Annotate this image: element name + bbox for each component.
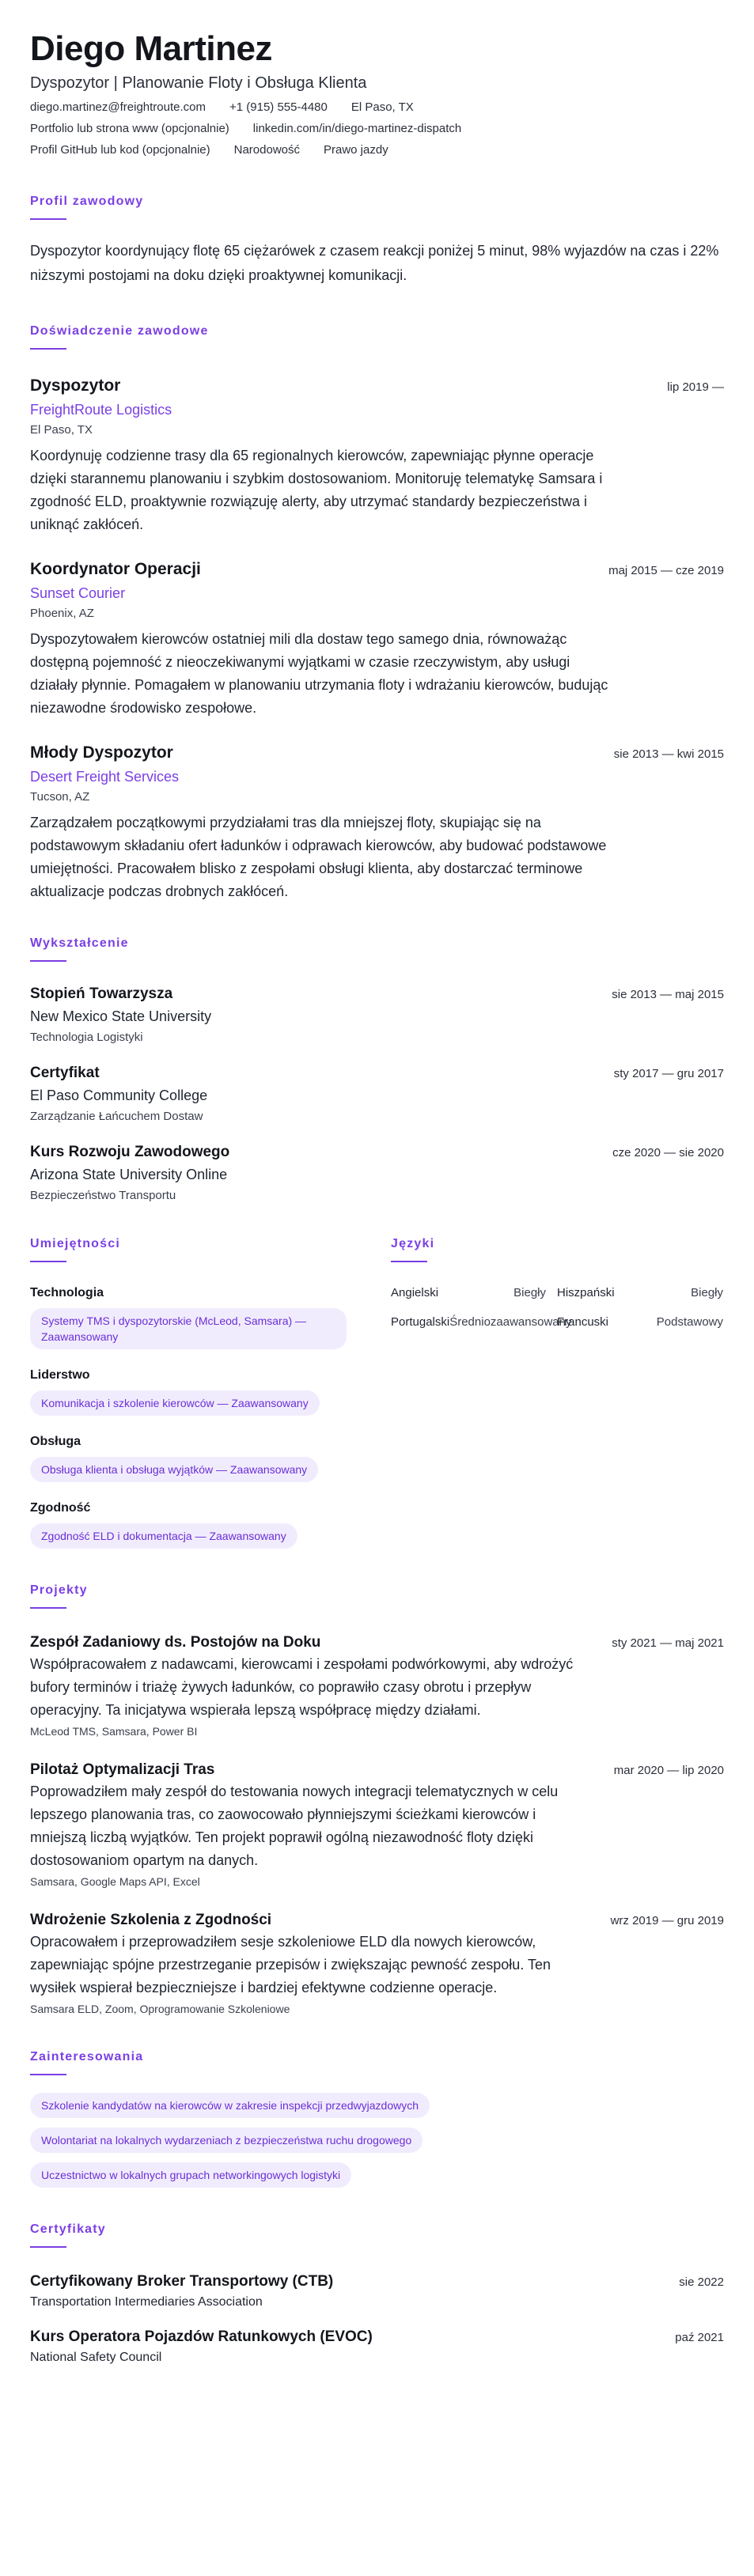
education-field: Technologia Logistyki [30, 1031, 143, 1044]
project-date: mar 2020 — lip 2020 [613, 1764, 724, 1777]
project-description: Opracowałem i przeprowadziłem sesje szkoleniowe ELD dla nowych kierowców, zapewniając spójne przestrzeganie przepisów i zwiększając pewność zespołu. Ten wysiłek wspierał bezpieczniejsze i bardziej efektywne codzienne operacje. [30, 1934, 551, 1995]
certificate-date: sie 2022 [679, 2275, 724, 2289]
language-item [391, 1315, 572, 1329]
project-technologies: Samsara, Google Maps API, Excel [30, 1875, 200, 1888]
education-degree: Stopień Towarzysza [30, 985, 173, 1002]
experience-section [30, 324, 724, 903]
skill-category: Technologia [30, 1286, 104, 1299]
language-level: Biegły [691, 1286, 723, 1299]
education-field: Zarządzanie Łańcuchem Dostaw [30, 1110, 203, 1123]
job-title: Koordynator Operacji [30, 560, 201, 578]
education-entry [30, 1065, 724, 1123]
contact-row-2 [30, 122, 724, 135]
job-date: lip 2019 — [667, 380, 724, 394]
interest-pill: Szkolenie kandydatów na kierowców w zakresie inspekcji przedwyjazdowych [30, 2093, 430, 2118]
job-company: Desert Freight Services [30, 769, 180, 785]
section-title-skills: Umiejętności [30, 1237, 120, 1250]
project-technologies: Samsara ELD, Zoom, Oprogramowanie Szkoleniowe [30, 2003, 290, 2015]
education-entry [30, 985, 724, 1044]
projects-section [30, 1583, 724, 2015]
resume-header [30, 28, 724, 157]
project-title: Pilotaż Optymalizacji Tras [30, 1761, 215, 1778]
project-entry [30, 1761, 724, 1888]
skills-languages-row [30, 1202, 724, 1549]
section-title-education: Wykształcenie [30, 936, 129, 950]
skill-category: Zgodność [30, 1501, 91, 1515]
language-level: Podstawowy [656, 1315, 723, 1329]
certificate-date: paź 2021 [675, 2331, 724, 2344]
section-divider [30, 1261, 66, 1262]
linkedin-link[interactable]: linkedin.com/in/diego-martinez-dispatch [252, 122, 462, 135]
section-divider [30, 960, 66, 962]
section-divider [30, 1607, 66, 1609]
language-list [391, 1286, 724, 1329]
job-entry [30, 376, 724, 536]
skill-pill: Zgodność ELD i dokumentacja — Zaawansowany [30, 1523, 297, 1549]
phone-number[interactable]: +1 (915) 555-4480 [229, 100, 328, 114]
skills-section [30, 1202, 359, 1549]
education-date: sie 2013 — maj 2015 [612, 988, 724, 1001]
certificate-entry [30, 2328, 724, 2365]
job-description: Zarządzałem początkowymi przydziałami tras dla mniejszej floty, skupiając się na podstawowym składaniu ofert ładunków i odprawach kierowców, aby budować podstawowe umiejętności. Pracowałem blisko z zespołami obsługi klienta, aby dostarczać terminowe aktualizacje podczas drobnych zakłóceń. [30, 815, 607, 899]
language-name: Portugalski [391, 1315, 450, 1329]
language-level: Biegły [513, 1286, 546, 1299]
job-company: Sunset Courier [30, 585, 126, 601]
language-name: Angielski [391, 1286, 439, 1299]
education-school: Arizona State University Online [30, 1167, 228, 1182]
education-entry [30, 1144, 724, 1202]
portfolio-link[interactable]: Portfolio lub strona www (opcjonalnie) [30, 122, 229, 135]
project-title: Wdrożenie Szkolenia z Zgodności [30, 1912, 272, 1928]
project-entry [30, 1634, 724, 1738]
job-list [30, 376, 724, 903]
section-divider [391, 1261, 427, 1262]
certificate-issuer: Transportation Intermediaries Association [30, 2295, 263, 2309]
job-location: Phoenix, AZ [30, 607, 94, 620]
education-list [30, 985, 724, 1202]
section-title-languages: Języki [391, 1237, 435, 1250]
certificate-title: Kurs Operatora Pojazdów Ratunkowych (EVOC) [30, 2328, 373, 2345]
candidate-headline: Dyspozytor | Planowanie Floty i Obsługa Klienta [30, 74, 367, 92]
job-entry [30, 743, 724, 903]
job-date: maj 2015 — cze 2019 [608, 564, 724, 577]
profile-section [30, 195, 724, 288]
location-text: El Paso, TX [350, 100, 414, 114]
skill-category: Obsługa [30, 1435, 81, 1448]
candidate-name: Diego Martinez [30, 29, 272, 68]
language-item [391, 1286, 557, 1299]
language-name: Francuski [557, 1315, 609, 1329]
section-divider [30, 218, 66, 220]
section-divider [30, 2074, 66, 2075]
job-location: Tucson, AZ [30, 790, 90, 804]
section-title-interests: Zainteresowania [30, 2050, 144, 2063]
section-title-profile: Profil zawodowy [30, 195, 144, 208]
certificate-title: Certyfikowany Broker Transportowy (CTB) [30, 2273, 334, 2290]
nationality-text: Narodowość [233, 143, 300, 157]
job-entry [30, 560, 724, 720]
contact-row-3 [30, 143, 724, 157]
languages-section [391, 1202, 724, 1549]
project-description: Współpracowałem z nadawcami, kierowcami i zespołami podwórkowymi, aby wdrożyć bufory terminów i triażę żywych ładunków, co poprawiło czasy obrotu i przepływ operacyjny. Ta inicjatywa wspierała lepszą współpracę między działami. [30, 1656, 574, 1718]
language-name: Hiszpański [557, 1286, 615, 1299]
education-school: El Paso Community College [30, 1088, 208, 1103]
interests-section [30, 2050, 724, 2188]
github-link[interactable]: Profil GitHub lub kod (opcjonalnie) [30, 143, 210, 157]
project-entry [30, 1912, 724, 2015]
certificates-section [30, 2222, 724, 2365]
job-location: El Paso, TX [30, 423, 93, 437]
job-description: Dyspozytowałem kierowców ostatniej mili dla dostaw tego samego dnia, równoważąc dostępną pojemność z nieoczekiwanymi wyjątkami w czasie rzeczywistym, aby usługi działały płynnie. Pomagałem w planowaniu utrzymania floty i wdrażaniu kierowców, budując niezawodne środowisko zespołowe. [30, 631, 608, 716]
education-school: New Mexico State University [30, 1008, 212, 1024]
project-date: wrz 2019 — gru 2019 [610, 1914, 724, 1927]
interest-pill: Wolontariat na lokalnych wydarzeniach z bezpieczeństwa ruchu drogowego [30, 2128, 422, 2153]
education-degree: Certyfikat [30, 1065, 100, 1081]
project-list [30, 1634, 724, 2015]
skill-pill: Komunikacja i szkolenie kierowców — Zaawansowany [30, 1390, 320, 1416]
education-date: sty 2017 — gru 2017 [613, 1067, 724, 1080]
skill-pill: Systemy TMS i dyspozytorskie (McLeod, Samsara) — Zaawansowany [30, 1308, 347, 1349]
skill-category: Liderstwo [30, 1368, 90, 1382]
project-title: Zespół Zadaniowy ds. Postojów na Doku [30, 1634, 321, 1651]
language-level: Średniozaawansowany [449, 1315, 572, 1329]
language-item [557, 1286, 723, 1299]
certificate-list [30, 2273, 724, 2365]
section-title-experience: Doświadczenie zawodowe [30, 324, 209, 338]
interest-pill: Uczestnictwo w lokalnych grupach networkingowych logistyki [30, 2162, 351, 2188]
section-title-projects: Projekty [30, 1583, 88, 1597]
section-divider [30, 2246, 66, 2248]
section-title-certificates: Certyfikaty [30, 2222, 106, 2236]
project-date: sty 2021 — maj 2021 [612, 1636, 724, 1650]
job-description: Koordynuję codzienne trasy dla 65 regionalnych kierowców, zapewniając płynne operacje dzięki starannemu planowaniu i szybkim dostosowaniom. Monitoruję telematykę Samsara i zgodność ELD, proaktywnie rozwiązuję alerty, aby utrzymać standardy bezpieczeństwa i uniknąć zakłóceń. [30, 448, 603, 532]
job-date: sie 2013 — kwi 2015 [613, 747, 724, 761]
language-item [557, 1315, 723, 1329]
education-section [30, 936, 724, 1202]
profile-summary: Dyspozytor koordynujący flotę 65 ciężarówek z czasem reakcji poniżej 5 minut, 98% wyjazdów na czas i 22% niższymi postojami na doku dzięki proaktywnej komunikacji. [30, 243, 719, 283]
certificate-issuer: National Safety Council [30, 2351, 162, 2364]
project-technologies: McLeod TMS, Samsara, Power BI [30, 1725, 198, 1738]
education-degree: Kurs Rozwoju Zawodowego [30, 1144, 230, 1160]
project-description: Poprowadziłem mały zespół do testowania nowych integracji telematycznych w celu lepszego planowania tras, co zaowocowało płynniejszymi ścieżkami kierowców i mniejszą liczbą wyjątków. Ten projekt poprawił ogólną niezawodność floty dzięki dostosowaniom opartym na danych. [30, 1784, 559, 1868]
skill-pill: Obsługa klienta i obsługa wyjątków — Zaawansowany [30, 1457, 318, 1482]
interest-list [30, 2093, 724, 2188]
education-field: Bezpieczeństwo Transportu [30, 1189, 176, 1202]
job-title: Młody Dyspozytor [30, 743, 173, 762]
section-divider [30, 348, 66, 350]
certificate-entry [30, 2273, 724, 2309]
job-title: Dyspozytor [30, 376, 121, 395]
education-date: cze 2020 — sie 2020 [612, 1146, 724, 1159]
email-link[interactable]: diego.martinez@freightroute.com [30, 100, 206, 114]
job-company: FreightRoute Logistics [30, 402, 172, 418]
contact-row-1 [30, 100, 724, 114]
driving-license-text: Prawo jazdy [324, 143, 388, 157]
